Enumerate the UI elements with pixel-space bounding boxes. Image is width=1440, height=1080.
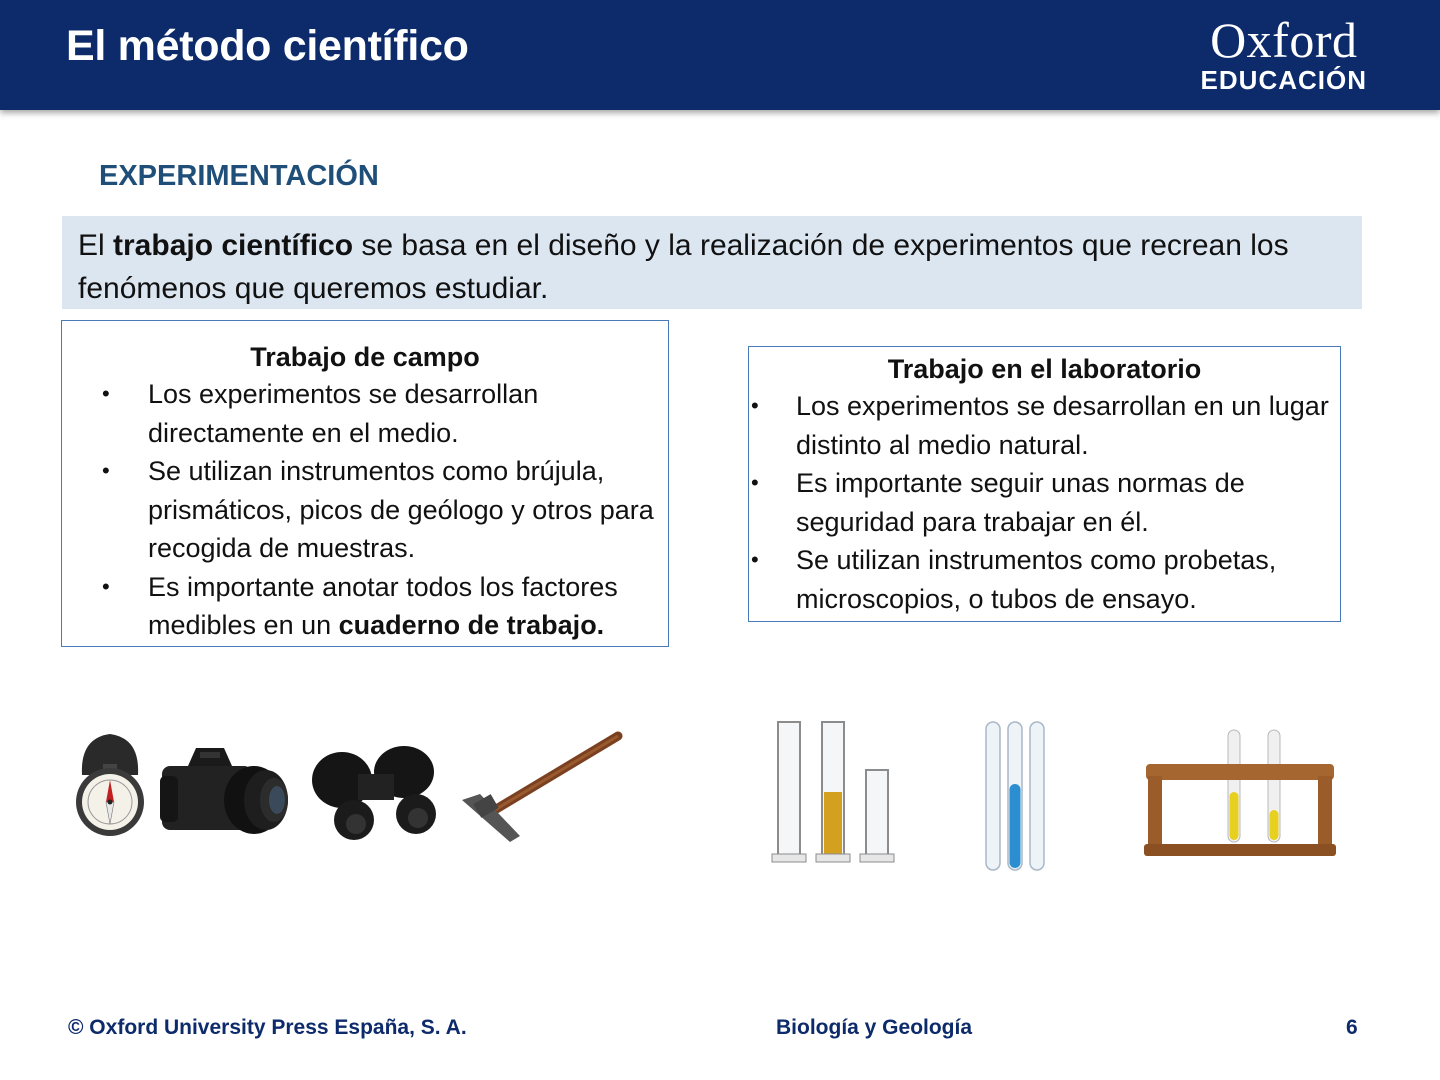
list-item xyxy=(749,541,1340,618)
bullet: • xyxy=(751,547,759,572)
lab-work-title: Trabajo en el laboratorio xyxy=(887,354,1202,384)
binoculars-icon xyxy=(306,744,450,848)
list-item-text: Es importante anotar todos los factores medibles en un xyxy=(148,571,618,640)
camera-icon xyxy=(158,742,292,842)
graduated-cylinders-icon xyxy=(768,716,904,868)
list-item-text: Es importante seguir unas normas de seguridad para trabajar en él. xyxy=(796,468,1245,537)
section-title: EXPERIMENTACIÓN xyxy=(99,160,379,192)
lab-work-list xyxy=(749,387,1340,618)
footer-subject: Biología y Geología xyxy=(776,1016,973,1039)
list-item-text: Los experimentos se desarrollan directamente en el medio. xyxy=(148,379,539,448)
field-work-title: Trabajo de campo xyxy=(250,342,480,372)
list-item-text: Se utilizan instrumentos como brújula, prismáticos, picos de geólogo y otros para recogida de muestras. xyxy=(148,456,654,563)
list-item xyxy=(749,387,1340,464)
list-item xyxy=(62,375,668,452)
bullet: • xyxy=(102,458,110,483)
field-work-box xyxy=(61,320,669,647)
logo-wordmark: Oxford xyxy=(1210,12,1358,68)
bullet: • xyxy=(751,470,759,495)
list-item xyxy=(749,464,1340,541)
list-item xyxy=(62,452,668,568)
intro-text-start: El xyxy=(78,229,114,262)
bullet: • xyxy=(102,381,110,406)
list-item xyxy=(62,568,668,645)
lab-work-box xyxy=(748,346,1341,622)
intro-box xyxy=(62,216,1362,309)
list-item-text: Los experimentos se desarrollan en un lugar distinto al medio natural. xyxy=(796,391,1329,460)
list-item-bold: cuaderno de trabajo. xyxy=(338,610,605,640)
geologist-hammer-icon xyxy=(458,728,628,848)
page-number: 6 xyxy=(1346,1016,1358,1039)
oxford-logo xyxy=(1201,14,1367,94)
test-tube-rack-icon xyxy=(1142,726,1338,862)
page-title: El método científico xyxy=(66,22,469,70)
intro-bold-term: trabajo científico xyxy=(113,229,354,262)
test-tubes-icon xyxy=(980,716,1050,876)
bullet: • xyxy=(751,393,759,418)
header-bar xyxy=(0,0,1440,110)
bullet: • xyxy=(102,573,110,599)
intro-text-end: se basa en el diseño y la realización de experimentos que recrean los fenómenos que queremos estudiar. xyxy=(78,229,1289,305)
footer-copyright: © Oxford University Press España, S. A. xyxy=(68,1016,467,1039)
field-work-list xyxy=(62,375,668,645)
list-item-text: Se utilizan instrumentos como probetas, microscopios, o tubos de ensayo. xyxy=(796,545,1277,614)
logo-subtitle: EDUCACIÓN xyxy=(1200,65,1367,95)
compass-icon xyxy=(72,730,148,846)
